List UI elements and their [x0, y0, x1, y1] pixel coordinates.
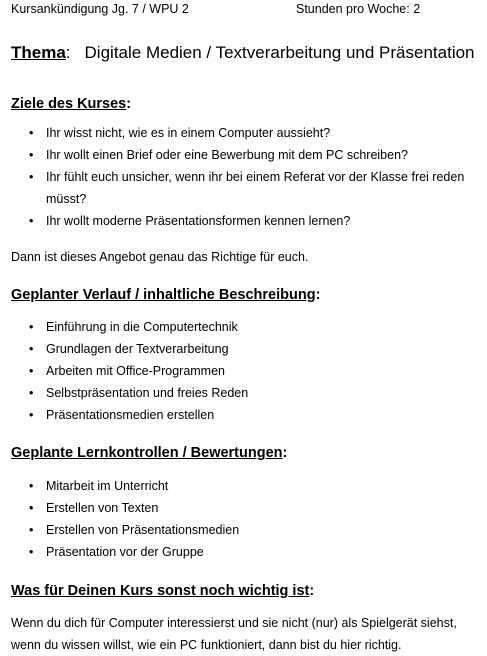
list-item: [0, 497, 239, 519]
list-item-text: Grundlagen der Textverarbeitung: [46, 342, 229, 356]
list-item: [0, 210, 466, 232]
list-item-text: Ihr wollt moderne Präsentationsformen kennen lernen?: [46, 214, 351, 228]
section-heading-plan-text: Geplanter Verlauf / inhaltliche Beschreibung: [11, 287, 316, 303]
section-heading-important: [11, 583, 314, 599]
list-item: [0, 404, 248, 426]
topic-label: Thema: [11, 43, 66, 62]
bullet-icon: •: [29, 501, 34, 515]
section-heading-goals-colon: :: [126, 96, 132, 112]
section-heading-plan: [11, 287, 320, 303]
hours-per-week-header: Stunden pro Woche: 2: [296, 2, 421, 16]
bullet-icon: •: [29, 545, 34, 559]
bullet-icon: •: [29, 408, 34, 422]
bullet-icon: •: [29, 342, 34, 356]
bullet-icon: •: [29, 170, 34, 184]
plan-list: [0, 316, 248, 426]
list-item: [0, 122, 466, 144]
topic-title: Digitale Medien / Textverarbeitung und Präsentation: [84, 43, 475, 62]
section-heading-assessment-colon: :: [282, 445, 288, 461]
list-item: [0, 166, 466, 210]
list-item-text: Präsentation vor der Gruppe: [46, 545, 204, 559]
list-item-text: Mitarbeit im Unterricht: [46, 479, 169, 493]
list-item-text: Präsentationsmedien erstellen: [46, 408, 215, 422]
list-item-text: Ihr wisst nicht, wie es in einem Computer aussieht?: [46, 126, 331, 140]
important-paragraph: Wenn du dich für Computer interessierst und sie nicht (nur) als Spielgerät siehst, wenn du wissen willst, wie ein PC funktioniert, dann bist du hier richtig.: [11, 616, 457, 652]
assessment-list: [0, 475, 239, 563]
list-item-text: Einführung in die Computertechnik: [46, 320, 238, 334]
list-item-text: Erstellen von Texten: [46, 501, 159, 515]
list-item: [0, 316, 248, 338]
list-item: [0, 475, 239, 497]
section-heading-important-text: Was für Deinen Kurs sonst noch wichtig ist: [11, 583, 310, 599]
bullet-icon: •: [29, 523, 34, 537]
section-heading-assessment: [11, 445, 287, 461]
bullet-icon: •: [29, 386, 34, 400]
goals-closing-text: Dann ist dieses Angebot genau das Richtige für euch.: [11, 250, 309, 264]
bullet-icon: •: [29, 479, 34, 493]
bullet-icon: •: [29, 148, 34, 162]
bullet-icon: •: [29, 214, 34, 228]
section-heading-goals-text: Ziele des Kurses: [11, 96, 127, 112]
bullet-icon: •: [29, 126, 34, 140]
list-item-text: Ihr fühlt euch unsicher, wenn ihr bei einem Referat vor der Klasse frei reden müsst?: [46, 170, 465, 206]
bullet-icon: •: [29, 364, 34, 378]
goals-list: [0, 122, 466, 232]
topic-line: [11, 43, 475, 63]
list-item-text: Erstellen von Präsentationsmedien: [46, 523, 240, 537]
section-heading-important-colon: :: [309, 583, 315, 599]
section-heading-plan-colon: :: [315, 287, 321, 303]
list-item-text: Ihr wollt einen Brief oder eine Bewerbung mit dem PC schreiben?: [46, 148, 408, 162]
list-item: [0, 519, 239, 541]
list-item: [0, 360, 248, 382]
list-item: [0, 338, 248, 360]
list-item: [0, 541, 239, 563]
course-announcement-header: Kursankündigung Jg. 7 / WPU 2: [11, 2, 189, 16]
bullet-icon: •: [29, 320, 34, 334]
section-heading-assessment-text: Geplante Lernkontrollen / Bewertungen: [11, 445, 283, 461]
topic-colon: :: [65, 43, 71, 62]
section-heading-goals: [11, 96, 131, 112]
list-item-text: Arbeiten mit Office-Programmen: [46, 364, 225, 378]
list-item-text: Selbstpräsentation und freies Reden: [46, 386, 249, 400]
list-item: [0, 382, 248, 404]
list-item: [0, 144, 466, 166]
